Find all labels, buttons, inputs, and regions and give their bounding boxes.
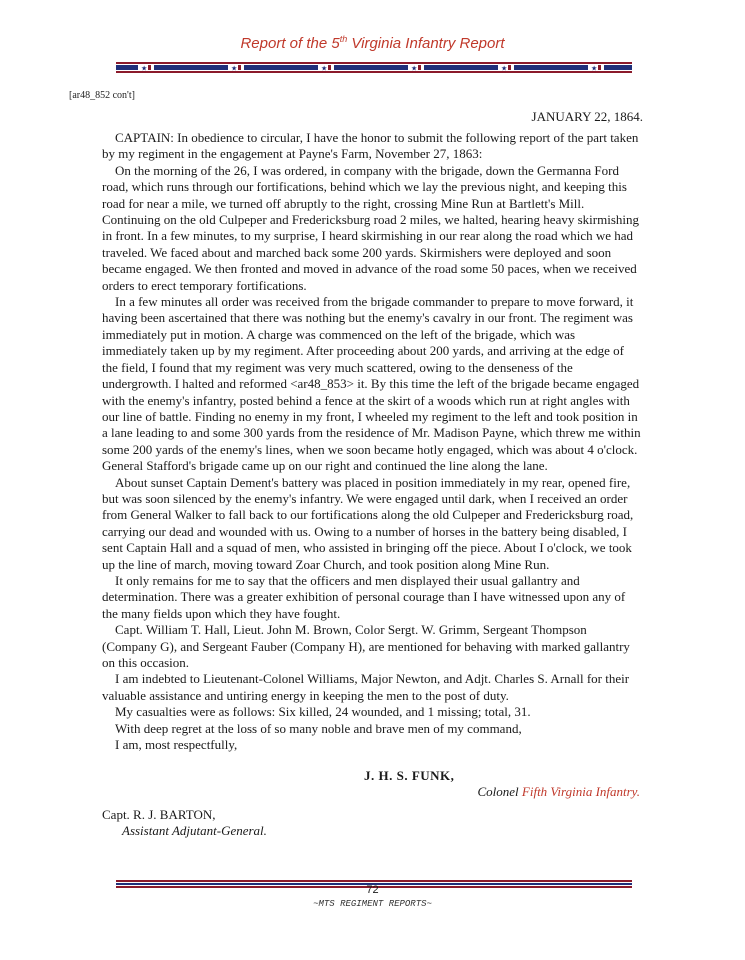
signature-unit: Fifth Virginia Infantry. xyxy=(521,784,640,799)
signature-title xyxy=(477,784,640,800)
footer-caption: ~MTS REGIMENT REPORTS~ xyxy=(313,899,432,909)
addressee-title: Assistant Adjutant-General. xyxy=(122,823,267,838)
report-paragraph: My casualties were as follows: Six killed, 24 wounded, and 1 missing; total, 31. xyxy=(115,704,531,720)
footer-stripe xyxy=(116,875,632,883)
report-paragraph: It only remains for me to say that the officers and men displayed their usual gallantry and determination. There was a greater exhibition of personal courage than I have witnessed upon any of the many fields upon which they have fought. xyxy=(102,572,626,621)
page-number: 72 xyxy=(366,884,379,896)
page-header-title xyxy=(0,34,745,52)
report-body xyxy=(102,130,642,753)
header-flag-stripe xyxy=(116,62,632,73)
svg-text:★: ★ xyxy=(321,64,328,73)
signature-name: J. H. S. FUNK, xyxy=(364,768,455,783)
header-title-suffix: Virginia Infantry Report xyxy=(347,35,505,52)
svg-text:★: ★ xyxy=(411,64,418,73)
report-paragraph: I am indebted to Lieutenant-Colonel Williams, Major Newton, and Adjt. Charles S. Arnall for their valuable assistance and untiring energy in keeping the men to the post of duty. xyxy=(102,671,630,703)
report-date: JANUARY 22, 1864. xyxy=(531,109,643,124)
signature-rank: Colonel xyxy=(477,784,519,799)
report-paragraph: In a few minutes all order was received from the brigade commander to prepare to move forward, it having been ascertained that there was nothing but the enemy's cavalry in our front. The regiment was immediately put in motion. A charge was commenced on the left of the brigade, which was immediately taken up by my regiment. After proceeding about 200 yards, and arriving at the edge of the field, I found that my regiment was very much scattered, owing to the denseness of the undergrowth. I halted and reformed <ar48_853> it. By this time the left of the brigade became engaged with the enemy's infantry, posted behind a fence at the skirt of a woods which run at right angles with our line of battle. Finding no enemy in my front, I wheeled my regiment to the left and took position in a lane leading to and some 300 yards from the residence of Mr. Madison Payne, which threw me within some 200 yards of the enemy's lines, when we soon became hotly engaged, which was about 4 o'clock. General Stafford's brigade came up on our right and continued the line along the lane. xyxy=(102,294,641,474)
report-paragraph: About sunset Captain Dement's battery was placed in position immediately in my rear, opened fire, but was soon silenced by the enemy's infantry. We were engaged until dark, when I received an order from General Walker to fall back to our fortifications along the old Culpeper and Fredericksburg road, carrying our dead and wounded with us. Owing to a number of horses in the battery being disabled, I sent Captain Hall and a squad of men, who assisted in bringing off the piece. About I o'clock, we took up the line of march, moving toward Zoar Church, and took position along Mine Run. xyxy=(102,474,634,572)
svg-text:★: ★ xyxy=(501,64,508,73)
archive-reference: [ar48_852 con't] xyxy=(69,90,135,101)
report-paragraph: CAPTAIN: In obedience to circular, I have the honor to submit the following report of the part taken by my regiment in the engagement at Payne's Farm, November 27, 1863: xyxy=(102,130,639,162)
svg-text:★: ★ xyxy=(231,64,238,73)
addressee-name: Capt. R. J. BARTON, xyxy=(102,807,216,822)
svg-text:★: ★ xyxy=(591,64,598,73)
report-paragraph: Capt. William T. Hall, Lieut. John M. Brown, Color Sergt. W. Grimm, Sergeant Thompson (Company G), and Sergeant Fauber (Company H), are mentioned for behaving with marked gallantry on this occasion. xyxy=(102,622,630,670)
report-paragraph: On the morning of the 26, I was ordered, in company with the brigade, down the Germanna Ford road, which runs through our fortifications, behind which we lay the previous night, and keeping this road for near a mile, we turned off abruptly to the right, crossing Mine Run at Bartlett's Mill. Continuing on the old Culpeper and Fredericksburg road 2 miles, we halted, hearing heavy skirmishing in front. In a few minutes, to my surprise, I heard skirmishing in our rear along the road which we had traveled. We faced about and marched back some 200 yards. Skirmishers were deployed and soon became engaged. We then fronted and moved in advance of the road some 50 paces, when we received orders to erect temporary fortifications. xyxy=(102,162,639,293)
flag-stripe-graphic xyxy=(116,62,632,73)
report-paragraph: I am, most respectfully, xyxy=(115,737,238,753)
svg-text:★: ★ xyxy=(141,64,148,73)
header-title-prefix: Report of the 5 xyxy=(240,35,340,52)
header-title-sup: th xyxy=(339,34,348,44)
report-paragraph: With deep regret at the loss of so many noble and brave men of my command, xyxy=(115,720,522,736)
